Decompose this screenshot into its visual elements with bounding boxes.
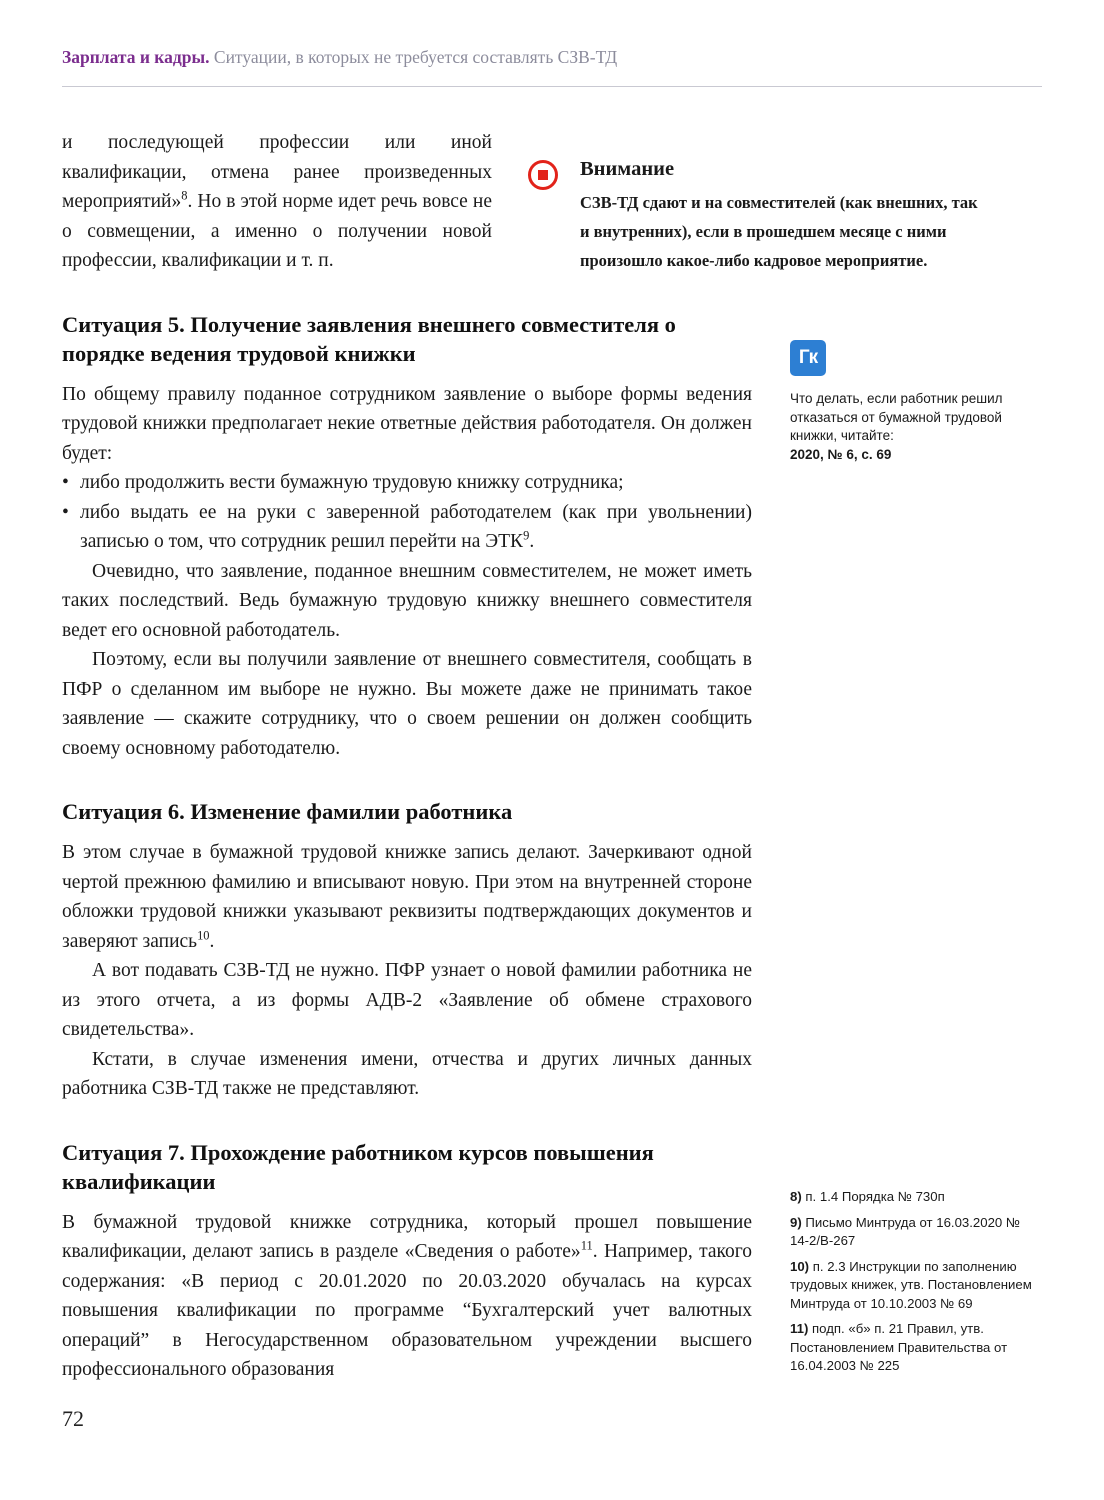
main-text-column <box>62 128 752 1385</box>
situation5-bullet-list <box>62 468 752 557</box>
bullet2-text-b: . <box>529 531 535 552</box>
intro-text-a: и последующей профессии или иной квалификации, отмена ранее произведенных мероприятий» <box>62 132 492 212</box>
situation6-paragraph-2: А вот подавать СЗВ-ТД не нужно. ПФР узнает о новой фамилии работника не из этого отчета, а из формы АДВ-2 «Заявление об обмене страхового свидетельства». <box>62 960 752 1040</box>
footnote-number: 11) <box>790 1321 809 1336</box>
sit6-text-b: . <box>209 930 215 952</box>
situation5-paragraph-1: По общему правилу поданное сотрудником заявление о выборе формы ведения трудовой книжки предполагает некие ответные действия работодателя. Он должен будет: <box>62 383 752 464</box>
sit7-text-b: . Например, такого содержания: «В период с 20.01.2020 по 20.03.2020 обучалась на курсах повышения квалификации по программе “Бухгалтерский учет валютных операций” в Негосударственном образовательном учреждении высшего профессионального образования <box>62 1241 753 1380</box>
attention-title: Внимание <box>580 158 675 180</box>
footnote-text: п. 2.3 Инструкции по заполнению трудовых книжек, утв. Постановлением Минтруда от 10.10.2003 № 69 <box>790 1258 1032 1311</box>
situation5-paragraph-3: Поэтому, если вы получили заявление от внешнего совместителя, сообщать в ПФР о сделанном им выборе не нужно. Вы можете даже не принимать такое заявление — скажите сотруднику, что о своем решении он должен сообщить своему основному работодателю. <box>62 649 752 759</box>
sidenote-reference: 2020, № 6, с. 69 <box>790 446 892 462</box>
header-rubric: Зарплата и кадры. <box>62 47 210 67</box>
intro-paragraph <box>62 128 492 276</box>
list-item <box>62 498 752 557</box>
situation6-paragraph-3: Кстати, в случае изменения имени, отчества и других личных данных работника СЗВ-ТД также не представляют. <box>62 1048 752 1099</box>
sidenote-block <box>790 340 1030 464</box>
situation5-paragraph-2: Очевидно, что заявление, поданное внешним совместителем, не может иметь таких последствий. Ведь бумажную трудовую книжку внешнего совместителя ведет его основной работодатель. <box>62 560 752 641</box>
intro-text-b: . Но в этой норме идет речь вовсе не о совмещении, а именно о получении новой профессии, квалификации и т. п. <box>62 191 492 271</box>
footnote-item <box>790 1214 1040 1251</box>
header-subject: Ситуации, в которых не требуется составлять СЗВ-ТД <box>213 47 618 67</box>
header-divider <box>62 86 1042 87</box>
situation6-paragraph-1 <box>62 838 752 956</box>
page-number: 72 <box>62 1406 84 1431</box>
footnote-number: 8) <box>790 1189 802 1204</box>
sit6-text-a: В этом случае в бумажной трудовой книжке запись делают. Зачеркивают одной чертой прежнюю фамилию и вписывают новую. При этом на внутренней стороне обложки трудовой книжки указывают реквизиты подтверждающих документов и заверяют запись <box>62 842 752 952</box>
footnote-marker-10: 10 <box>197 928 210 942</box>
footnotes-block <box>790 1188 1040 1383</box>
glavnaya-kniga-logo-icon: Гк <box>790 340 826 376</box>
attention-text: СЗВ-ТД сдают и на совместителей (как внешних, так и внутренних), если в прошедшем месяце с ними произошло какое-либо кадровое мероприятие. <box>580 193 978 270</box>
bullet2-text-a: либо выдать ее на руки с заверенной работодателем (как при увольнении) записью о том, что сотрудник решил перейти на ЭТК <box>80 501 752 552</box>
heading-situation-7: Ситуация 7. Прохождение работником курсов повышения квалификации <box>62 1139 654 1194</box>
footnote-number: 10) <box>790 1258 810 1274</box>
sidenote-text: Что делать, если работник решил отказаться от бумажной трудовой книжки, читайте: <box>790 391 1003 443</box>
footnote-marker-8: 8 <box>181 188 188 203</box>
heading-situation-6: Ситуация 6. Изменение фамилии работника <box>62 799 513 824</box>
heading-situation-5: Ситуация 5. Получение заявления внешнего совместителя о порядке ведения трудовой книжки <box>62 311 676 366</box>
list-item: • либо продолжить вести бумажную трудовую книжку сотрудника; <box>62 468 752 498</box>
footnote-item <box>790 1258 1040 1314</box>
footnote-item <box>790 1320 1040 1376</box>
footnote-number: 9) <box>790 1214 802 1230</box>
footnote-text: п. 1.4 Порядка № 730п <box>805 1189 945 1204</box>
footnote-text: подп. «б» п. 21 Правил, утв. Постановлением Правительства от 16.04.2003 № 225 <box>790 1321 1008 1373</box>
footnote-text: Письмо Минтруда от 16.03.2020 № 14-2/В-267 <box>790 1214 1021 1248</box>
situation7-paragraph-1 <box>62 1208 752 1385</box>
footnote-marker-9: 9 <box>523 528 530 543</box>
sit7-text-a: В бумажной трудовой книжке сотрудника, который прошел повышение квалификации, делают запись в разделе «Сведения о работе» <box>62 1211 752 1262</box>
footnote-marker-11: 11 <box>580 1238 593 1253</box>
footnote-item <box>790 1188 1040 1207</box>
page-header <box>62 46 1042 68</box>
